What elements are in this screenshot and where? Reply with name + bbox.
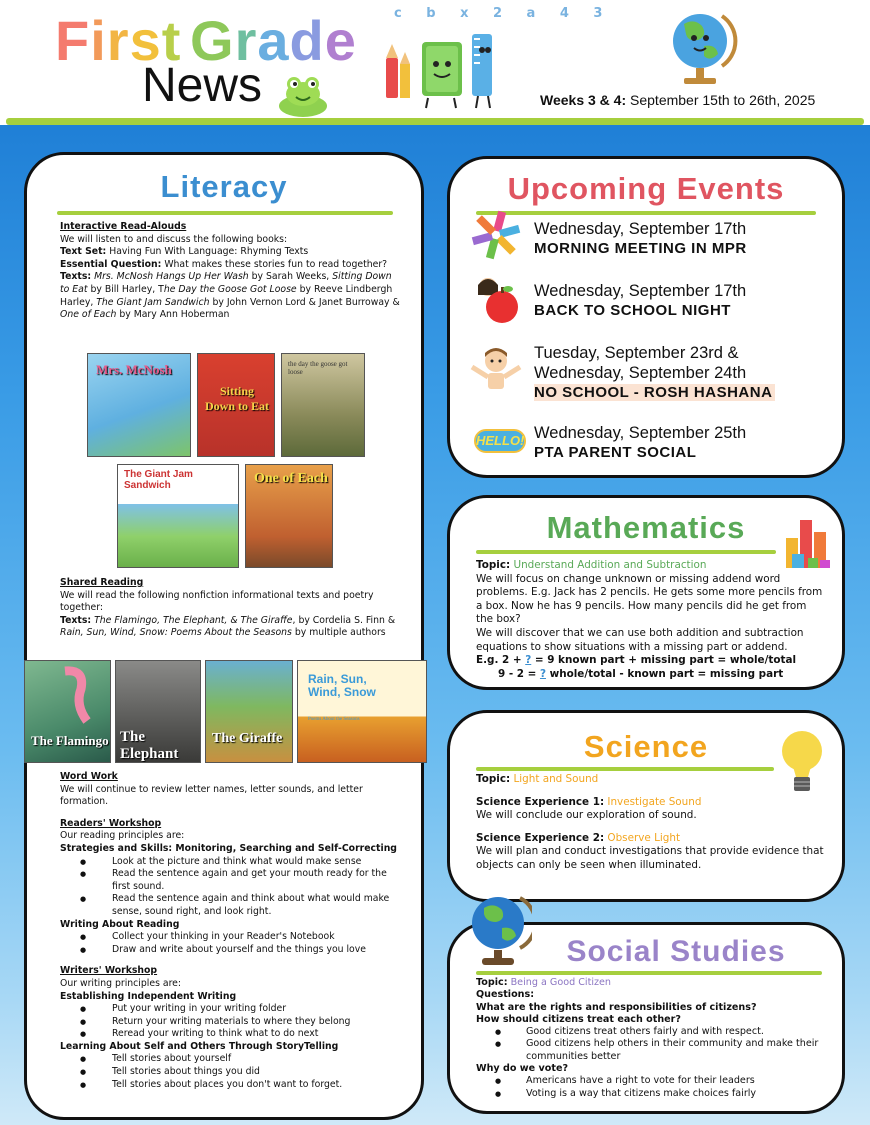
math-rule xyxy=(476,550,776,554)
list-item: ● Draw and write about yourself and the things you love xyxy=(60,944,400,957)
decor-letters: c b x 2 a 4 3 xyxy=(394,6,613,21)
list-item: ● Voting is a way that citizens make choices fairly xyxy=(476,1088,831,1100)
question: Why do we vote? xyxy=(476,1063,569,1075)
hello-badge-icon xyxy=(472,423,528,457)
storytelling-list xyxy=(60,1053,400,1091)
text-set xyxy=(60,246,400,259)
event-date: Wednesday, September 25th xyxy=(534,424,747,442)
events-rule xyxy=(476,211,816,215)
book-title: Sitting Down to Eat xyxy=(60,271,392,295)
independent-writing-heading: Establishing Independent Writing xyxy=(60,990,237,1002)
example-text: = 9 known part + missing part = whole/total xyxy=(531,654,797,667)
shared-reading-heading: Shared Reading xyxy=(60,577,144,588)
math-example xyxy=(476,668,826,682)
example-text: 9 - 2 = xyxy=(498,667,540,680)
shared-reading-intro: We will read the following nonfiction informational texts and poetry together: xyxy=(60,589,374,614)
cover-title: The Flamingo xyxy=(31,733,109,748)
essential-question xyxy=(60,259,400,272)
social-studies-body xyxy=(476,977,831,1100)
strategies-heading: Strategies and Skills: Monitoring, Searching and Self-Correcting xyxy=(60,842,397,854)
title-news: News xyxy=(142,59,263,112)
readers-workshop-heading: Readers' Workshop xyxy=(60,817,162,829)
book-author: by Mary Ann Hoberman xyxy=(116,309,230,321)
frog-icon xyxy=(272,72,334,120)
math-paragraph: We will discover that we can use both addition and subtraction equations to show situations with a missing part or addend. xyxy=(476,626,804,653)
book-author: by Sarah Weeks, xyxy=(248,271,333,283)
school-supplies-icon xyxy=(382,28,522,112)
example-text: E.g. 2 + xyxy=(476,654,526,667)
cover-title: Mrs. McNosh xyxy=(96,362,172,377)
social-studies-rule xyxy=(476,971,822,975)
book-author: , by Cordelia S. Finn & xyxy=(292,614,396,626)
book-cover-goose xyxy=(281,353,365,457)
event-date: Tuesday, September 23rd & xyxy=(534,344,739,362)
math-panel xyxy=(447,495,845,690)
list-item: ● Tell stories about things you did xyxy=(60,1066,400,1079)
literacy-lower xyxy=(60,771,400,1091)
cover-title: the day the goose got loose xyxy=(288,360,348,376)
events-heading: Upcoming Events xyxy=(507,171,785,206)
book-author: by multiple authors xyxy=(291,627,386,639)
science-topic xyxy=(476,773,831,787)
math-paragraph: We will focus on change unknown or missing addend word problems. E.g. Jack has 2 pencils. He gets some more pencils from a box. Now he has 9 pencils. How many pencils did he get from the box? xyxy=(476,572,823,626)
shared-texts xyxy=(60,615,400,640)
word-work-heading: Word Work xyxy=(60,771,118,782)
list-item: ● Good citizens treat others fairly and with respect. xyxy=(476,1026,831,1038)
book-title: One of Each xyxy=(60,309,117,321)
book-cover-sitting-down xyxy=(197,353,275,457)
list-item: ● Read the sentence again and get your mouth ready for the first sound. xyxy=(60,868,400,893)
book-cover-elephant xyxy=(115,660,201,763)
list-item: ● Put your writing in your writing folder xyxy=(60,1003,400,1016)
list-item: ● Reread your writing to think what to do next xyxy=(60,1028,400,1041)
social-studies-heading: Social Studies xyxy=(566,935,786,968)
book-author: by Bill Harley, T xyxy=(87,283,164,295)
writing-about-reading-list xyxy=(60,931,400,956)
science-exp1 xyxy=(476,796,831,810)
cover-title: Sitting Down to Eat xyxy=(204,384,269,413)
title-grade: Grade xyxy=(190,9,357,72)
eq-value: What makes these stories fun to read together? xyxy=(161,258,388,270)
book-cover-jam-sandwich xyxy=(117,464,239,568)
cover-title: The Elephant xyxy=(120,729,179,762)
event-title: NO SCHOOL - ROSH HASHANA xyxy=(534,384,775,401)
events-panel xyxy=(447,156,845,478)
questions-label: Questions: xyxy=(476,989,535,1001)
science-heading: Science xyxy=(583,729,709,764)
list-item: ● Return your writing materials to where they belong xyxy=(60,1016,400,1029)
math-body xyxy=(476,559,826,681)
science-rule xyxy=(476,767,774,771)
book-cover-rain-sun xyxy=(297,660,427,763)
literacy-panel xyxy=(24,152,424,1120)
example-text: whole/total - known part = missing part xyxy=(545,667,784,680)
weeks-dates: September 15th to 26th, 2025 xyxy=(630,92,816,108)
book-title: The Flamingo, The Elephant, & The Giraffe xyxy=(94,614,293,626)
list-item: ● Good citizens help others in their community and make their communities better xyxy=(476,1038,831,1063)
experience-text: We will conclude our exploration of sound. xyxy=(476,809,697,822)
header xyxy=(0,0,870,125)
math-heading: Mathematics xyxy=(546,510,746,545)
event-date: Wednesday, September 24th xyxy=(534,364,747,382)
science-body xyxy=(476,773,831,873)
question-answers xyxy=(476,1026,831,1063)
child-icon xyxy=(466,345,526,397)
globe-icon xyxy=(664,6,738,88)
event-title: MORNING MEETING IN MPR xyxy=(534,240,747,257)
experience-label: Science Experience 2: xyxy=(476,831,605,844)
hello-badge-text: HELLO! xyxy=(474,429,526,453)
writing-about-reading-heading: Writing About Reading xyxy=(60,918,180,930)
question-answers xyxy=(476,1075,831,1100)
texts-list xyxy=(60,271,400,321)
topic-label: Topic: xyxy=(476,773,511,785)
event-title: BACK TO SCHOOL NIGHT xyxy=(534,302,731,319)
independent-writing-list xyxy=(60,1003,400,1041)
book-title: The Giant Jam Sandwich xyxy=(96,296,210,308)
cover-title: The Giraffe xyxy=(212,731,283,746)
book-title: he Day the Goose Got Loose xyxy=(163,283,297,295)
eq-label: Essential Question: xyxy=(60,258,162,270)
literacy-rule xyxy=(57,211,393,215)
weeks-label: Weeks 3 & 4: xyxy=(540,92,627,108)
science-panel xyxy=(447,710,845,902)
event-item xyxy=(534,423,746,463)
event-date: Wednesday, September 17th xyxy=(534,220,747,238)
social-topic xyxy=(476,977,831,989)
book-title: Mrs. McNosh Hangs Up Her Wash xyxy=(94,271,249,283)
math-example xyxy=(476,654,826,668)
missing-value: ? xyxy=(539,667,546,680)
writers-workshop-intro: Our writing principles are: xyxy=(60,977,182,989)
book-cover-one-of-each xyxy=(245,464,333,568)
topic-value: Being a Good Citizen xyxy=(507,977,612,988)
question: What are the rights and responsibilities of citizens? xyxy=(476,1001,757,1013)
book-cover-mcnosh xyxy=(87,353,191,457)
text-set-label: Text Set: xyxy=(60,246,107,258)
cover-title: The Giant Jam Sandwich xyxy=(124,469,193,491)
title-first: First xyxy=(55,9,182,72)
header-divider xyxy=(6,118,864,125)
cover-subtitle: Poems About the Seasons xyxy=(308,717,360,722)
topic-label: Topic: xyxy=(476,977,508,988)
event-item xyxy=(534,281,746,321)
cover-title: One of Each xyxy=(254,471,328,486)
event-date: Wednesday, September 17th xyxy=(534,282,747,300)
text-set-value: Having Fun With Language: Rhyming Texts xyxy=(106,246,309,258)
math-topic xyxy=(476,559,826,573)
topic-label: Topic: xyxy=(476,559,511,571)
book-author: by Reeve Lindbergh Harley, xyxy=(60,283,393,308)
question: How should citizens treat each other? xyxy=(476,1013,681,1025)
topic-value: Understand Addition and Subtraction xyxy=(510,559,707,571)
list-item: ● Collect your thinking in your Reader's Notebook xyxy=(60,931,400,944)
writers-workshop-heading: Writers' Workshop xyxy=(60,965,158,977)
book-cover-giraffe xyxy=(205,660,293,763)
topic-value: Light and Sound xyxy=(510,773,599,785)
storytelling-heading: Learning About Self and Others Through StoryTelling xyxy=(60,1040,339,1052)
teacher-apple-icon xyxy=(466,273,526,325)
book-cover-flamingo xyxy=(24,660,111,763)
list-item: ● Tell stories about yourself xyxy=(60,1053,400,1066)
pinwheel-icon xyxy=(466,209,526,261)
list-item: ● Look at the picture and think what would make sense xyxy=(60,856,400,869)
experience-text: We will plan and conduct investigations that provide evidence that objects can only be seen when illuminated. xyxy=(476,845,824,871)
read-alouds-intro: We will listen to and discuss the following books: xyxy=(60,233,288,245)
weeks-banner xyxy=(540,92,815,108)
book-title: Rain, Sun, Wind, Snow: Poems About the Seasons xyxy=(60,627,292,639)
list-item: ● Americans have a right to vote for their leaders xyxy=(476,1075,831,1087)
word-work-text: We will continue to review letter names, letter sounds, and letter formation. xyxy=(60,783,363,808)
book-author: by John Vernon Lord & Janet Burroway & xyxy=(209,296,400,308)
literacy-heading: Literacy xyxy=(160,169,288,204)
shared-reading xyxy=(60,577,400,640)
list-item: ● Read the sentence again and think about what would make sense, sound right, and look right. xyxy=(60,893,400,918)
texts-label: Texts: xyxy=(60,271,92,283)
literacy-body xyxy=(60,221,400,322)
event-item xyxy=(534,219,747,259)
list-item: ● Tell stories about places you don't want to forget. xyxy=(60,1079,400,1092)
experience-label: Science Experience 1: xyxy=(476,795,605,808)
science-exp2 xyxy=(476,832,831,846)
experience-title: Observe Light xyxy=(604,831,681,844)
strategies-list xyxy=(60,856,400,919)
cover-title: Rain, Sun, Wind, Snow xyxy=(308,672,376,699)
shared-texts-label: Texts: xyxy=(60,614,92,626)
desk-globe-icon xyxy=(466,890,532,970)
event-item xyxy=(534,343,775,403)
read-alouds-heading: Interactive Read-Alouds xyxy=(60,221,187,232)
experience-title: Investigate Sound xyxy=(604,795,702,808)
readers-workshop-intro: Our reading principles are: xyxy=(60,830,185,842)
missing-value: ? xyxy=(525,654,532,667)
event-title: PTA PARENT SOCIAL xyxy=(534,444,697,461)
